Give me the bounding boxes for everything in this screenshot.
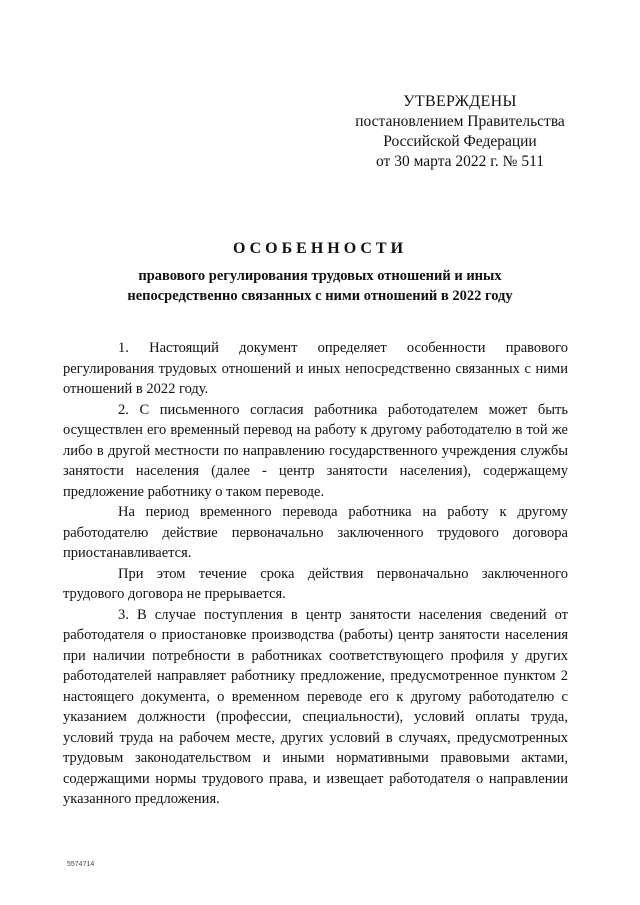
- paragraph-4: При этом течение срока действия первоначально заключенного трудового договора не прерывается.: [63, 565, 568, 602]
- subtitle-line-2: непосредственно связанных с ними отношений в 2022 году: [127, 288, 513, 304]
- document-body: [63, 338, 568, 810]
- paragraph-1: 1. Настоящий документ определяет особенности правового регулирования трудовых отношений и иных непосредственно связанных с ними отношений в 2022 году.: [63, 340, 568, 397]
- paragraph-2: 2. С письменного согласия работника работодателем может быть осуществлен его временный перевод на работу к другому работодателю в той же либо в другой местности по направлению государственного учреждения службы занятости населения (далее - центр занятости населения), содержащему предложение работнику о таком переводе.: [63, 401, 568, 500]
- paragraph-3: На период временного перевода работника на работу к другому работодателю действие первоначально заключенного трудового договора приостанавливается.: [63, 504, 568, 561]
- approval-line-2: Российской Федерации: [383, 133, 537, 150]
- approval-line-3: от 30 марта 2022 г. № 511: [376, 153, 544, 170]
- approval-stamp: [340, 92, 580, 172]
- document-code: 5574714: [67, 861, 95, 868]
- document-subtitle: [60, 266, 580, 306]
- approval-title: УТВЕРЖДЕНЫ: [403, 93, 517, 110]
- approval-line-1: постановлением Правительства: [355, 113, 565, 130]
- paragraph-5: 3. В случае поступления в центр занятости населения сведений от работодателя о приостановке производства (работы) центр занятости населения при наличии потребности в работниках соответствующего профиля у других работодателей направляет работнику предложение, предусмотренное пунктом 2 настоящего документа, о временном переводе его к другому работодателю с указанием должности (профессии, специальности), условий оплаты труда, условий труда на рабочем месте, других условий в случаях, предусмотренных трудовым законодательством и иными нормативными правовыми актами, содержащими нормы трудового права, и извещает работодателя о направлении указанного предложения.: [63, 606, 568, 807]
- subtitle-line-1: правового регулирования трудовых отношений и иных: [138, 268, 502, 284]
- document-title: ОСОБЕННОСТИ: [232, 240, 408, 257]
